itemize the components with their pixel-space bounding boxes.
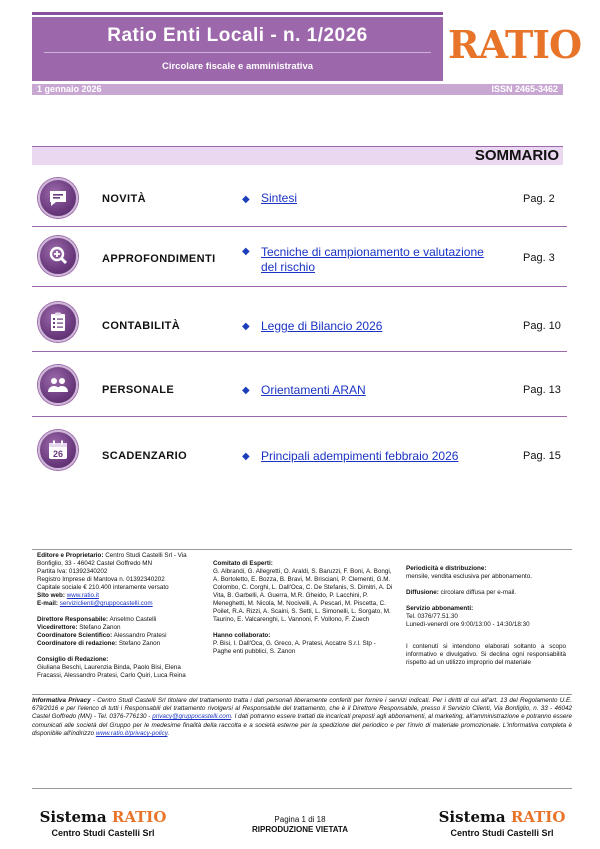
toc-category: PERSONALE — [102, 384, 175, 396]
toc-page: Pag. 15 — [523, 450, 561, 462]
footer-col-periodicita: Periodicità e distribuzione: mensile, vendita esclusiva per abbonamento. Diffusione: circolare diffusa per e-mail. Servizio abbonamenti: Tel. 0376/77.51.30 Lunedì-venerdì ore 9:00/13:00 - 14:30/18:30 I contenuti si intendono elaborati soltanto a scopo informativo e divulgativo. Si declina ogni responsabilità rispetto ad un utilizzo improprio del materiale — [406, 565, 566, 666]
brand-right: Sistema RATIO Centro Studi Castelli Srl — [438, 808, 566, 838]
toc-row — [32, 230, 567, 285]
toc-link[interactable]: Tecniche di campionamento e valutazione del rischio — [261, 245, 484, 274]
toc-link[interactable]: Orientamenti ARAN — [261, 383, 366, 397]
bullet-icon: ◆ — [242, 451, 250, 462]
site-link[interactable]: www.ratio.it — [66, 592, 99, 599]
toc-page: Pag. 10 — [523, 320, 561, 332]
checklist-icon — [38, 302, 78, 342]
toc-category: SCADENZARIO — [102, 450, 188, 462]
toc-row — [32, 428, 567, 483]
footer-col-comitato: Comitato di Esperti: G. Albrandi, G. Allegretti, O. Araldi, S. Baruzzi, F. Boni, A. Bongi, A. Bortoletto, E. Bozza, B. Bravi, M. Brisciani, P. Clementi, G.M. Colombo, C. Corghi, L. Dall'Oca, C. De Stefanis, S. Dimitri, A. Di Vita, B. Garbelli, A. Guerra, M.R. Gheido, P. Lacchini, P. Meneghetti, M. Nicola, M. Nocivelli, A. Pescari, M. Piscetta, C. Poilet, R.A. Rizzi, A. Scaini, S. Setti, L. Simonelli, L. Sorgato, M. Taurino, E. Valcarenghi, L. Vannoni, F. Vollono, F. Zuech Hanno collaborato: P. Bisi, I. Dall'Oca, G. Greco, A. Pratesi, Accatre S.r.l. Stp - Paghe enti pubblici, S. Zanon — [213, 560, 393, 655]
page-subtitle: Circolare fiscale e amministrativa — [161, 61, 314, 72]
calendar-icon — [38, 430, 78, 470]
toc-link[interactable]: Legge di Bilancio 2026 — [261, 319, 383, 333]
toc-page: Pag. 3 — [523, 252, 555, 264]
row-divider — [32, 226, 567, 227]
toc-category: CONTABILITÀ — [102, 320, 181, 332]
speech-bubble-icon — [38, 178, 78, 218]
toc-row — [32, 298, 567, 353]
magnifier-plus-icon — [38, 236, 78, 276]
toc-row — [32, 363, 567, 418]
bullet-icon: ◆ — [242, 385, 250, 396]
page-title: Ratio Enti Locali - n. 1/2026 — [107, 25, 368, 46]
email-link[interactable]: serviziclienti@gruppocastelli.com — [59, 600, 153, 607]
footer-col-editore: Editore e Proprietario: Centro Studi Castelli Srl - Via Bonfiglio, 33 - 46042 Castel Goffredo MN Partita Iva: 01392340202 Registro Imprese di Mantova n. 01392340202 Capitale sociale € 210.400 interamente versato Sito web: www.ratio.it E-mail: serviziclienti@gruppocastelli.com Direttore Responsabile: Anselmo Castelli Vicedirettore: Stefano Zanon Coordinatore Scientifico: Alessandro Pratesi Coordinatore di redazione: Stefano Zanon Consiglio di Redazione: Giuliana Beschi, Laurenzia Binda, Paolo Bisi, Elena Fracassi, Alessandro Pratesi, Carlo Quiri, Luca Reina — [37, 552, 187, 679]
privacy-rule — [32, 694, 572, 695]
date-band — [32, 84, 563, 95]
row-divider — [32, 351, 567, 352]
bullet-icon: ◆ — [242, 321, 250, 332]
toc-page: Pag. 13 — [523, 384, 561, 396]
footer-bottom-rule — [32, 788, 572, 789]
header-divider — [44, 52, 431, 53]
issn: ISSN 2465-3462 — [491, 84, 558, 94]
privacy-policy-link[interactable]: www.ratio.it/privacy-policy — [95, 729, 168, 737]
svg-text:26: 26 — [52, 449, 64, 459]
row-divider — [32, 286, 567, 287]
header-top-rule — [32, 12, 443, 15]
toc-page: Pag. 2 — [523, 193, 555, 205]
people-icon — [38, 365, 78, 405]
header-band — [32, 17, 443, 81]
privacy-email-link[interactable]: privacy@gruppocastelli.com — [152, 713, 232, 721]
row-divider — [32, 416, 567, 417]
privacy-notice: Informativa Privacy - Centro Studi Castelli Srl titolare del trattamento tratta i dati personali liberamente conferiti per fornire i servizi indicati. Per i diritti di cui all'art. 13 del Regolamento U.E. 679/2016 e per l'elenco di tutti i Responsabili del trattamento rivolgersi al Responsabile del trattamento, che è il Direttore Responsabile, presso il Servizio Clienti, Via Bonfiglio, n. 33 - 46042 Castel Goffredo (MN) - Tel. 0376-776130 - privacy@gruppocastelli.com. I dati potranno essere trattati da incaricati preposti agli abbonamenti, al marketing, all'amministrazione e potranno essere comunicati alle società del Gruppo per le medesime finalità della raccolta e a società esterne per la spedizione del periodico e per l'invio di materiale promozionale. L'informativa completa è disponibile all'indirizzo www.ratio.it/privacy-policy. — [32, 697, 572, 737]
ratio-logo: RATIO — [448, 22, 582, 67]
bullet-icon: ◆ — [242, 246, 250, 257]
toc-link[interactable]: Sintesi — [261, 191, 298, 205]
issue-date: 1 gennaio 2026 — [37, 84, 102, 94]
footer-rule — [32, 549, 572, 550]
toc-row — [32, 172, 567, 227]
toc-link[interactable]: Principali adempimenti febbraio 2026 — [261, 449, 459, 463]
page-number: Pagina 1 di 18 RIPRODUZIONE VIETATA — [252, 815, 348, 834]
sommario-heading: SOMMARIO — [474, 147, 559, 164]
brand-left: Sistema RATIO Centro Studi Castelli Srl — [39, 808, 167, 838]
toc-category: NOVITÀ — [102, 193, 146, 205]
toc-category: APPROFONDIMENTI — [102, 253, 216, 265]
bullet-icon: ◆ — [242, 194, 250, 205]
sommario-band — [32, 146, 563, 165]
